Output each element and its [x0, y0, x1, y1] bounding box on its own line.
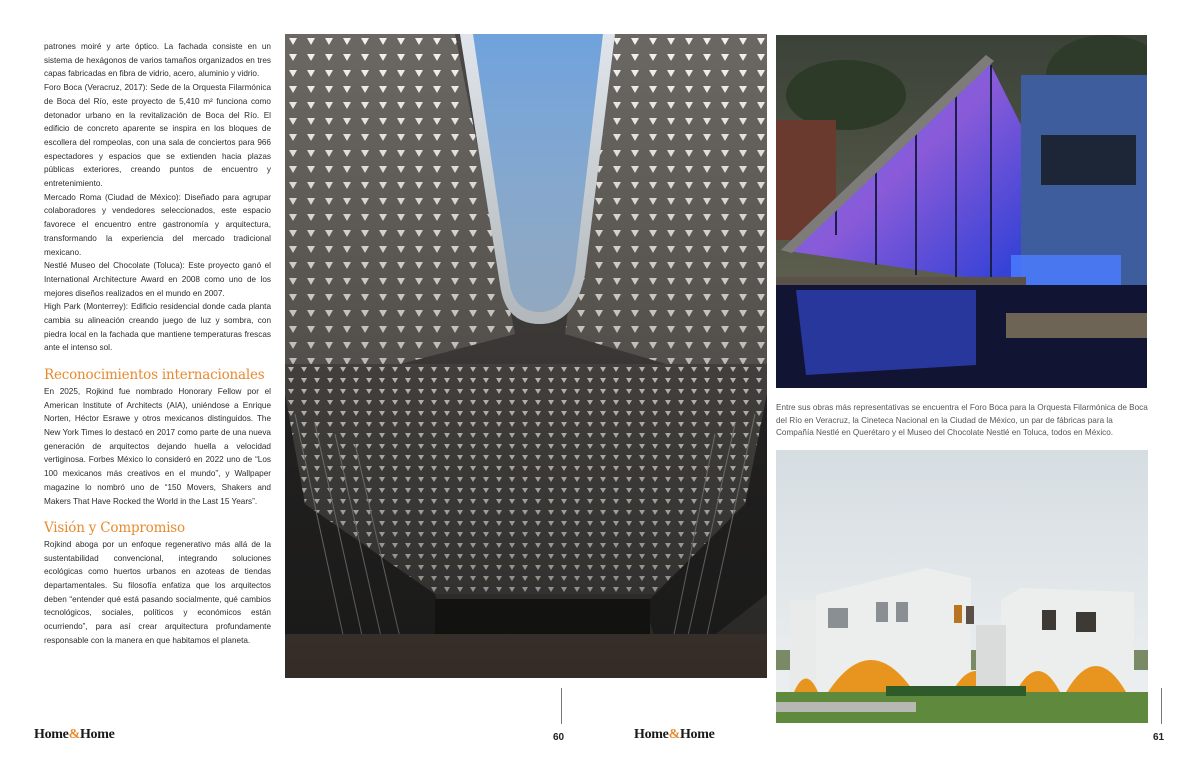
section-heading: Visión y Compromiso [44, 520, 185, 537]
logo-text: Home [679, 727, 715, 742]
page-number-left: 60 [553, 732, 565, 743]
article-paragraph: Mercado Roma (Ciudad de México): Diseñado para agrupar colaboradores y vendedores seleccionados, este espacio favorece el encuentro entre gastronomía y arquitectura, transformando la experiencia del mercado tradicional mexicano. [44, 192, 271, 257]
logo-ampersand: & [68, 727, 80, 742]
photo-caption: Entre sus obras más representativas se encuentra el Foro Boca para la Orquesta Filarmónica de Boca del Río en Veracruz, la Cineteca Nacional en la Ciudad de México, un par de fábricas para la Compañía Nestlé en Querétaro y el Museo del Chocolate Nestlé en Toluca, todos en México. [776, 403, 1148, 437]
logo-text: Home [34, 727, 69, 742]
page-number-right: 61 [1153, 732, 1165, 743]
section-heading: Reconocimientos internacionales [44, 367, 265, 384]
logo-text: Home [634, 727, 669, 742]
logo-text: Home [79, 727, 115, 742]
article-paragraph: En 2025, Rojkind fue nombrado Honorary Fellow por el American Institute of Architects (AIA), uniéndose a Enrique Norten, Héctor Esrawe y otros mexicanos distinguidos. The New York Times lo destacó en 2017 como parte de una nueva generación de arquitectos dejando huella a velocidad vertiginosa. Forbes México lo consideró en 2022 uno de “Los 100 mexicanos más creativos en el mundo”, y Wallpaper magazine lo nombró uno de “150 Movers, Shakers and Makers That Have Rocked the World in the Last 15 Years”. [44, 386, 271, 506]
article-column [44, 40, 271, 648]
article-paragraph: Rojkind aboga por un enfoque regenerativo más allá de la sustentabilidad convencional, integrando soluciones ecológicas como huertos urbanos en azoteas de tiendas departamentales. Su filosofía enfatiza que los arquitectos deben “entender qué está pasando socialmente, qué cambios tecnológicos, sociales, políticos y económicos están ocurriendo”, para así crear arquitectura profundamente responsable con la manera en que habitamos el planeta. [44, 539, 271, 645]
footer-divider [561, 688, 562, 724]
magazine-logo [34, 727, 115, 743]
article-paragraph: Nestlé Museo del Chocolate (Toluca): Este proyecto ganó el International Architecture Award en 2008 como uno de los mejores diseños realizados en el mundo en 2007. [44, 261, 271, 298]
daytime-building-illustration [776, 450, 1148, 723]
article-paragraph: High Park (Monterrey): Edificio residencial donde cada planta cambia su alineación creando juego de luz y sombra, con piedra local en la fachada que mantiene temperaturas frescas ante el intenso sol. [44, 302, 271, 353]
article-paragraph: Foro Boca (Veracruz, 2017): Sede de la Orquesta Filarmónica de Boca del Río, este proyecto de 5,410 m² funciona como detonador urbano en la revitalización de Boca del Río. El edificio de concreto aparente se inspira en los bloques de escollera del rompeolas, con una sala de conciertos para 966 espectadores y espacios que se extienden hacia plazas públicas exteriores, creando puntos de encuentro y entretenimiento. [44, 83, 271, 189]
footer-divider [1161, 688, 1162, 724]
article-paragraph: patrones moiré y arte óptico. La fachada consiste en un sistema de hexágonos de varios tamaños organizados en tres capas fabricadas en fibra de vidrio, acero, aluminio y vidrio. [44, 42, 271, 79]
facade-photo [285, 34, 767, 678]
daytime-building-photo [776, 450, 1148, 723]
magazine-logo [634, 727, 715, 743]
facade-photo-illustration [285, 34, 767, 678]
logo-ampersand: & [668, 727, 680, 742]
night-building-photo [776, 35, 1147, 388]
night-building-illustration [776, 35, 1147, 388]
